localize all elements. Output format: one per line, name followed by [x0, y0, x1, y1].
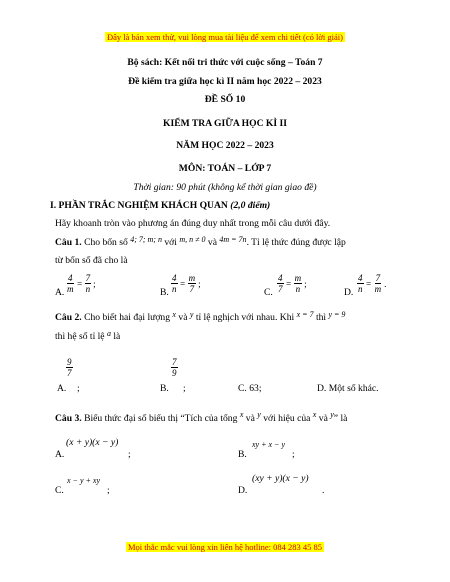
- q3-var-x: x: [239, 410, 244, 419]
- fraction-denominator: 7: [189, 284, 195, 294]
- q1-text-b: với: [164, 237, 177, 248]
- fraction-denominator: 7: [278, 284, 283, 294]
- time-note: Thời gian: 90 phút (không kể thời gian giao đề): [133, 182, 317, 193]
- q3-text-c: với hiệu của: [263, 413, 311, 424]
- q3-text-d: và: [318, 413, 328, 424]
- q2-text-a: Cho biết hai đại lượng: [84, 312, 171, 323]
- fraction-numerator: 7: [85, 273, 91, 283]
- q3-var-y: y: [257, 410, 261, 419]
- q1-line2: từ bốn số đã cho là: [55, 255, 128, 266]
- footer-banner: [0, 537, 450, 555]
- option-expression: (xy + y)(x − y): [252, 473, 309, 484]
- q3-option-b-end: ;: [292, 449, 295, 460]
- fraction-numerator: m: [188, 273, 196, 283]
- q3-option-c-end: ;: [107, 485, 110, 496]
- q3-option-a-end: ;: [128, 449, 131, 460]
- q2-option-b-end: ;: [183, 383, 186, 394]
- q2-var-a: a: [106, 329, 111, 338]
- fraction-denominator: m: [67, 284, 74, 294]
- header-banner: [0, 27, 450, 45]
- q3-option-b-expr: [252, 440, 285, 449]
- fraction-numerator: m: [294, 273, 302, 283]
- q1-math-cond: m, n ≠ 0: [179, 235, 206, 244]
- option-letter: A.: [55, 449, 65, 460]
- section1-instruction: Hãy khoanh tròn vào phương án đúng duy nhất trong mỗi câu dưới đây.: [55, 218, 331, 229]
- q2-text-b: và: [178, 312, 188, 323]
- section1-heading: [50, 200, 270, 211]
- q1-text-c: và: [207, 237, 217, 248]
- q2-math-x: x = 7: [296, 310, 314, 319]
- q1-text-d: . Tỉ lệ thức đúng được lập: [246, 237, 346, 248]
- fraction-denominator: m: [374, 284, 382, 294]
- q2-line2-a: thì hệ số tỉ lệ: [55, 331, 105, 342]
- fraction-numerator: 7: [375, 273, 381, 283]
- fraction-numerator: 9: [67, 357, 72, 367]
- exam-title: Đề kiểm tra giữa học kì II năm học 2022 – 2023: [128, 76, 322, 87]
- option-end: ;: [198, 278, 201, 289]
- fraction-numerator: 7: [172, 357, 177, 367]
- option-letter: D.: [317, 383, 327, 394]
- q3-var-y2: y: [330, 410, 334, 419]
- q3-var-x2: x: [312, 410, 317, 419]
- q2-var-y: y: [189, 310, 194, 319]
- q2-line1: [55, 312, 345, 323]
- q1-option-b-letter[interactable]: B.: [160, 287, 169, 298]
- q3-option-a-expr: [66, 437, 118, 448]
- section1-points: (2,0 điểm): [230, 200, 271, 211]
- q2-option-b-letter[interactable]: B.: [160, 383, 169, 394]
- q1-option-a-letter[interactable]: A.: [55, 287, 65, 298]
- q3-label: Câu 3.: [55, 413, 82, 424]
- q2-option-d[interactable]: [317, 383, 379, 394]
- option-expression: x − y + xy: [67, 476, 100, 485]
- option-letter: D.: [238, 485, 248, 496]
- q3-text-e: ” là: [333, 413, 348, 424]
- fraction-denominator: n: [85, 284, 91, 294]
- q2-label: Câu 2.: [55, 312, 82, 323]
- q2-option-b[interactable]: [171, 357, 178, 378]
- option-letter: C.: [55, 485, 64, 496]
- q2-text-c: tỉ lệ nghịch với nhau. Khi: [195, 312, 295, 323]
- fraction-denominator: 7: [67, 368, 72, 378]
- q2-option-c[interactable]: [238, 383, 261, 394]
- fraction-denominator: 9: [172, 368, 177, 378]
- header-banner-text: Đây là bản xem thử, vui lòng mua tài liệu để xem chi tiết (có lời giải): [107, 32, 343, 42]
- school-year: NĂM HỌC 2022 – 2023: [176, 140, 274, 151]
- subject: MÔN: TOÁN – LỚP 7: [178, 163, 272, 174]
- fraction-denominator: n: [172, 284, 177, 294]
- q3-line1: [55, 410, 348, 424]
- q2-text-d: thì: [315, 312, 327, 323]
- option-expression: xy + x − y: [252, 440, 285, 449]
- q2-line2-b: là: [113, 331, 121, 342]
- q3-option-c[interactable]: [55, 485, 64, 496]
- q1-option-c[interactable]: $\frac{4}{7}$ = $\frac{m}{n}$ ;: [278, 273, 307, 294]
- q2-option-a-letter[interactable]: A.: [57, 383, 67, 394]
- fraction-denominator: n: [358, 284, 363, 294]
- q3-text-b: và: [245, 413, 255, 424]
- option-end: .: [384, 278, 387, 289]
- option-expression: (x + y)(x − y): [66, 437, 119, 448]
- exam-number: ĐỀ SỐ 10: [204, 94, 246, 105]
- exam-heading: KIỂM TRA GIỮA HỌC KÌ II: [163, 118, 287, 129]
- option-letter: C.: [238, 383, 247, 394]
- option-end: ;: [93, 278, 96, 289]
- q2-option-a-end: ;: [77, 383, 80, 394]
- q2-line2: [55, 331, 120, 342]
- q1-text-a: Cho bốn số: [84, 237, 128, 248]
- q1-option-c-letter[interactable]: C.: [264, 287, 273, 298]
- q2-math-y: y = 9: [328, 310, 346, 319]
- q3-text-a: Biểu thức đại số biểu thị “Tích của tổng: [84, 413, 238, 424]
- q2-option-a[interactable]: [66, 357, 73, 378]
- option-end: ;: [304, 278, 307, 289]
- option-text: Một số khác.: [328, 383, 379, 394]
- book-series: Bộ sách: Kết nối tri thức với cuộc sống – Toán 7: [127, 57, 323, 68]
- fraction-numerator: 4: [68, 273, 73, 283]
- q1-math-numbers: 4; 7; m; n: [130, 235, 162, 244]
- option-text: 63;: [249, 383, 262, 394]
- q3-option-a[interactable]: [55, 449, 64, 460]
- fraction-numerator: 4: [172, 273, 177, 283]
- q1-label: Câu 1.: [55, 237, 82, 248]
- footer-banner-text: Mọi thắc mắc vui lòng xin liên hệ hotline: 084 283 45 85: [127, 542, 323, 552]
- fraction-numerator: 4: [278, 273, 283, 283]
- fraction-numerator: 4: [358, 273, 363, 283]
- q3-option-d[interactable]: [238, 485, 247, 496]
- q3-option-c-expr: [67, 476, 100, 485]
- q3-option-b[interactable]: [238, 449, 247, 460]
- section1-title: I. PHẦN TRẮC NGHIỆM KHÁCH QUAN: [50, 200, 228, 211]
- fraction-denominator: n: [295, 284, 301, 294]
- q3-option-d-expr: [252, 473, 309, 484]
- q3-option-d-end: .: [322, 485, 325, 496]
- q1-option-b[interactable]: $\frac{4}{n}$ = $\frac{m}{7}$ ;: [172, 273, 201, 294]
- q2-var-x: x: [172, 310, 176, 319]
- option-letter: B.: [238, 449, 247, 460]
- q1-option-a[interactable]: $\frac{4}{m}$ = $\frac{7}{n}$ ;: [67, 273, 96, 294]
- q1-option-d-letter[interactable]: D.: [344, 287, 354, 298]
- q1-option-d[interactable]: $\frac{4}{n}$ = $\frac{7}{m}$ .: [358, 273, 387, 294]
- q1-math-eq: 4m = 7n: [219, 235, 247, 244]
- q1-line1: [55, 237, 346, 248]
